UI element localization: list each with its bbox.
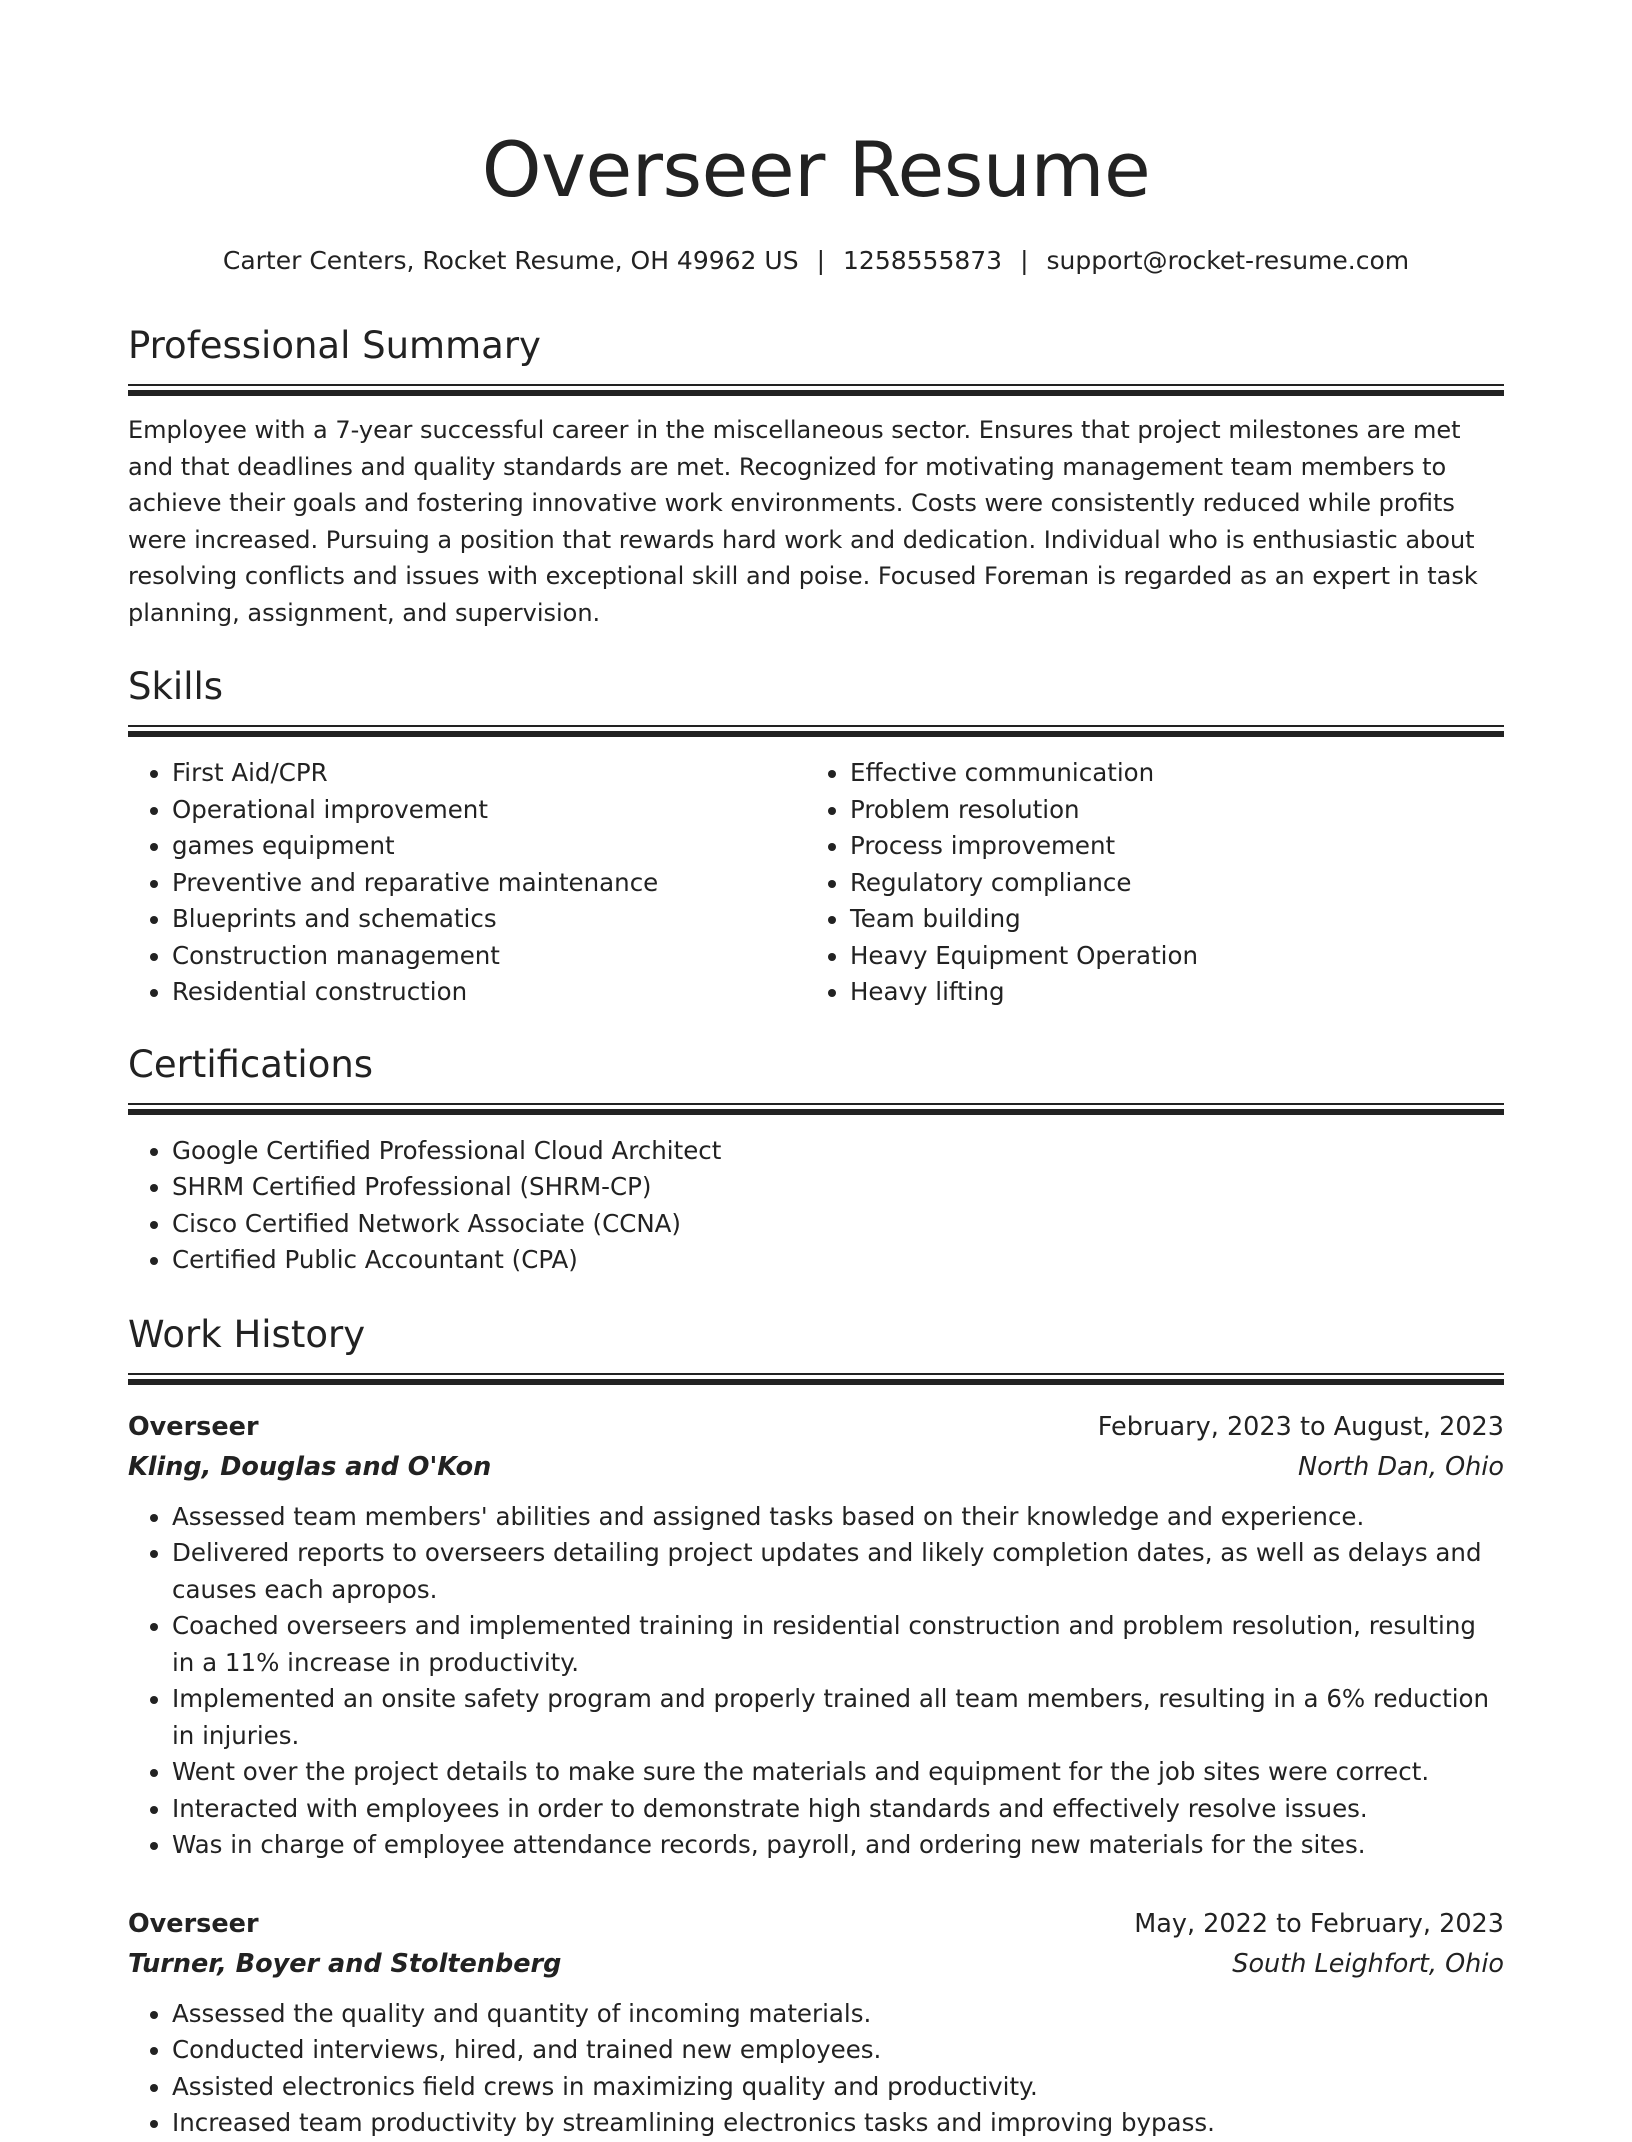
skill-item: • First Aid/CPR bbox=[172, 755, 806, 792]
skill-item: • Regulatory compliance bbox=[850, 865, 1504, 902]
job-company: Kling, Douglas and O'Kon bbox=[128, 1451, 492, 1482]
section-heading-skills: Skills bbox=[128, 665, 224, 708]
job-bullet: • Assisted electronics field crews in maximizing quality and productivity. bbox=[172, 2069, 1504, 2106]
certifications-section bbox=[128, 1039, 1504, 1279]
job-bullet: • Was in charge of employee attendance records, payroll, and ordering new materials for the sites. bbox=[172, 1827, 1504, 1864]
job-bullet: • Assessed team members' abilities and assigned tasks based on their knowledge and experience. bbox=[172, 1499, 1504, 1536]
section-divider bbox=[128, 1103, 1504, 1115]
certifications-list bbox=[128, 1133, 1504, 1279]
job-bullets bbox=[128, 1996, 1504, 2142]
job-location: North Dan, Ohio bbox=[1298, 1451, 1504, 1482]
skill-item: • Construction management bbox=[172, 938, 806, 975]
skill-item: • games equipment bbox=[172, 828, 806, 865]
skill-item: • Heavy Equipment Operation bbox=[850, 938, 1504, 975]
job-entry bbox=[128, 1407, 1504, 1864]
job-header bbox=[128, 1407, 1504, 1447]
resume-title: Overseer Resume bbox=[481, 125, 1151, 214]
job-bullet: • Conducted interviews, hired, and trained new employees. bbox=[172, 2032, 1504, 2069]
contact-separator: | bbox=[1020, 246, 1029, 275]
section-divider bbox=[128, 1373, 1504, 1385]
job-title: Overseer bbox=[128, 1411, 259, 1442]
job-subheader bbox=[128, 1447, 1504, 1487]
job-subheader bbox=[128, 1944, 1504, 1984]
job-company: Turner, Boyer and Stoltenberg bbox=[128, 1948, 562, 1979]
job-bullet: • Assessed the quality and quantity of incoming materials. bbox=[172, 1996, 1504, 2033]
skill-item: • Blueprints and schematics bbox=[172, 901, 806, 938]
skills-list-right bbox=[806, 755, 1504, 1011]
contact-line bbox=[128, 244, 1504, 278]
work-history-section bbox=[128, 1309, 1504, 2142]
summary-section bbox=[128, 320, 1504, 631]
job-bullets bbox=[128, 1499, 1504, 1864]
skill-item: • Preventive and reparative maintenance bbox=[172, 865, 806, 902]
skill-item: • Team building bbox=[850, 901, 1504, 938]
job-location: South Leighfort, Ohio bbox=[1232, 1948, 1504, 1979]
job-dates: February, 2023 to August, 2023 bbox=[1097, 1411, 1504, 1442]
skill-item: • Effective communication bbox=[850, 755, 1504, 792]
section-divider bbox=[128, 725, 1504, 737]
job-header bbox=[128, 1904, 1504, 1944]
contact-separator: | bbox=[816, 246, 826, 275]
contact-email: support@rocket-resume.com bbox=[1046, 246, 1410, 275]
section-heading-certifications: Certifications bbox=[128, 1042, 374, 1086]
summary-text: Employee with a 7-year successful career in the miscellaneous sector. Ensures that project milestones are met and that deadlines and quality standards are met. Recognized for motivating management team members to achieve their goals and fostering innovative work environments. Costs were consistently reduced while profits were increased. Pursuing a position that rewards hard work and dedication. Individual who is enthusiastic about resolving conflicts and issues with exceptional skill and poise. Focused Foreman is regarded as an expert in task planning, assignment, and supervision. bbox=[128, 416, 1478, 627]
certification-item: • Google Certified Professional Cloud Architect bbox=[172, 1133, 1504, 1170]
job-bullet: • Went over the project details to make sure the materials and equipment for the job sites were correct. bbox=[172, 1754, 1504, 1791]
contact-address: Carter Centers, Rocket Resume, OH 49962 US bbox=[222, 246, 799, 275]
job-bullet: • Implemented an onsite safety program and properly trained all team members, resulting in a 6% reduction in injuries. bbox=[172, 1681, 1504, 1754]
skill-item: • Heavy lifting bbox=[850, 974, 1504, 1011]
certification-item: • SHRM Certified Professional (SHRM-CP) bbox=[172, 1169, 1504, 1206]
section-heading-work-history: Work History bbox=[128, 1312, 366, 1356]
skill-item: • Problem resolution bbox=[850, 792, 1504, 829]
job-dates: May, 2022 to February, 2023 bbox=[1134, 1908, 1504, 1939]
job-bullet: • Interacted with employees in order to demonstrate high standards and effectively resolve issues. bbox=[172, 1791, 1504, 1828]
job-bullet: • Coached overseers and implemented training in residential construction and problem resolution, resulting in a 11% increase in productivity. bbox=[172, 1608, 1504, 1681]
section-heading-summary: Professional Summary bbox=[128, 324, 541, 367]
skill-item: • Process improvement bbox=[850, 828, 1504, 865]
certification-item: • Cisco Certified Network Associate (CCNA) bbox=[172, 1206, 1504, 1243]
skill-item: • Residential construction bbox=[172, 974, 806, 1011]
certification-item: • Certified Public Accountant (CPA) bbox=[172, 1242, 1504, 1279]
skills-list-left bbox=[128, 755, 806, 1011]
job-bullet: • Increased team productivity by streamlining electronics tasks and improving bypass. bbox=[172, 2105, 1504, 2142]
section-divider bbox=[128, 384, 1504, 396]
contact-phone: 1258555873 bbox=[843, 246, 1003, 275]
job-bullet: • Delivered reports to overseers detailing project updates and likely completion dates, as well as delays and causes each apropos. bbox=[172, 1535, 1504, 1608]
job-entry bbox=[128, 1904, 1504, 2142]
skills-grid bbox=[128, 755, 1504, 1011]
skills-section bbox=[128, 661, 1504, 1011]
skill-item: • Operational improvement bbox=[172, 792, 806, 829]
job-title: Overseer bbox=[128, 1908, 259, 1939]
